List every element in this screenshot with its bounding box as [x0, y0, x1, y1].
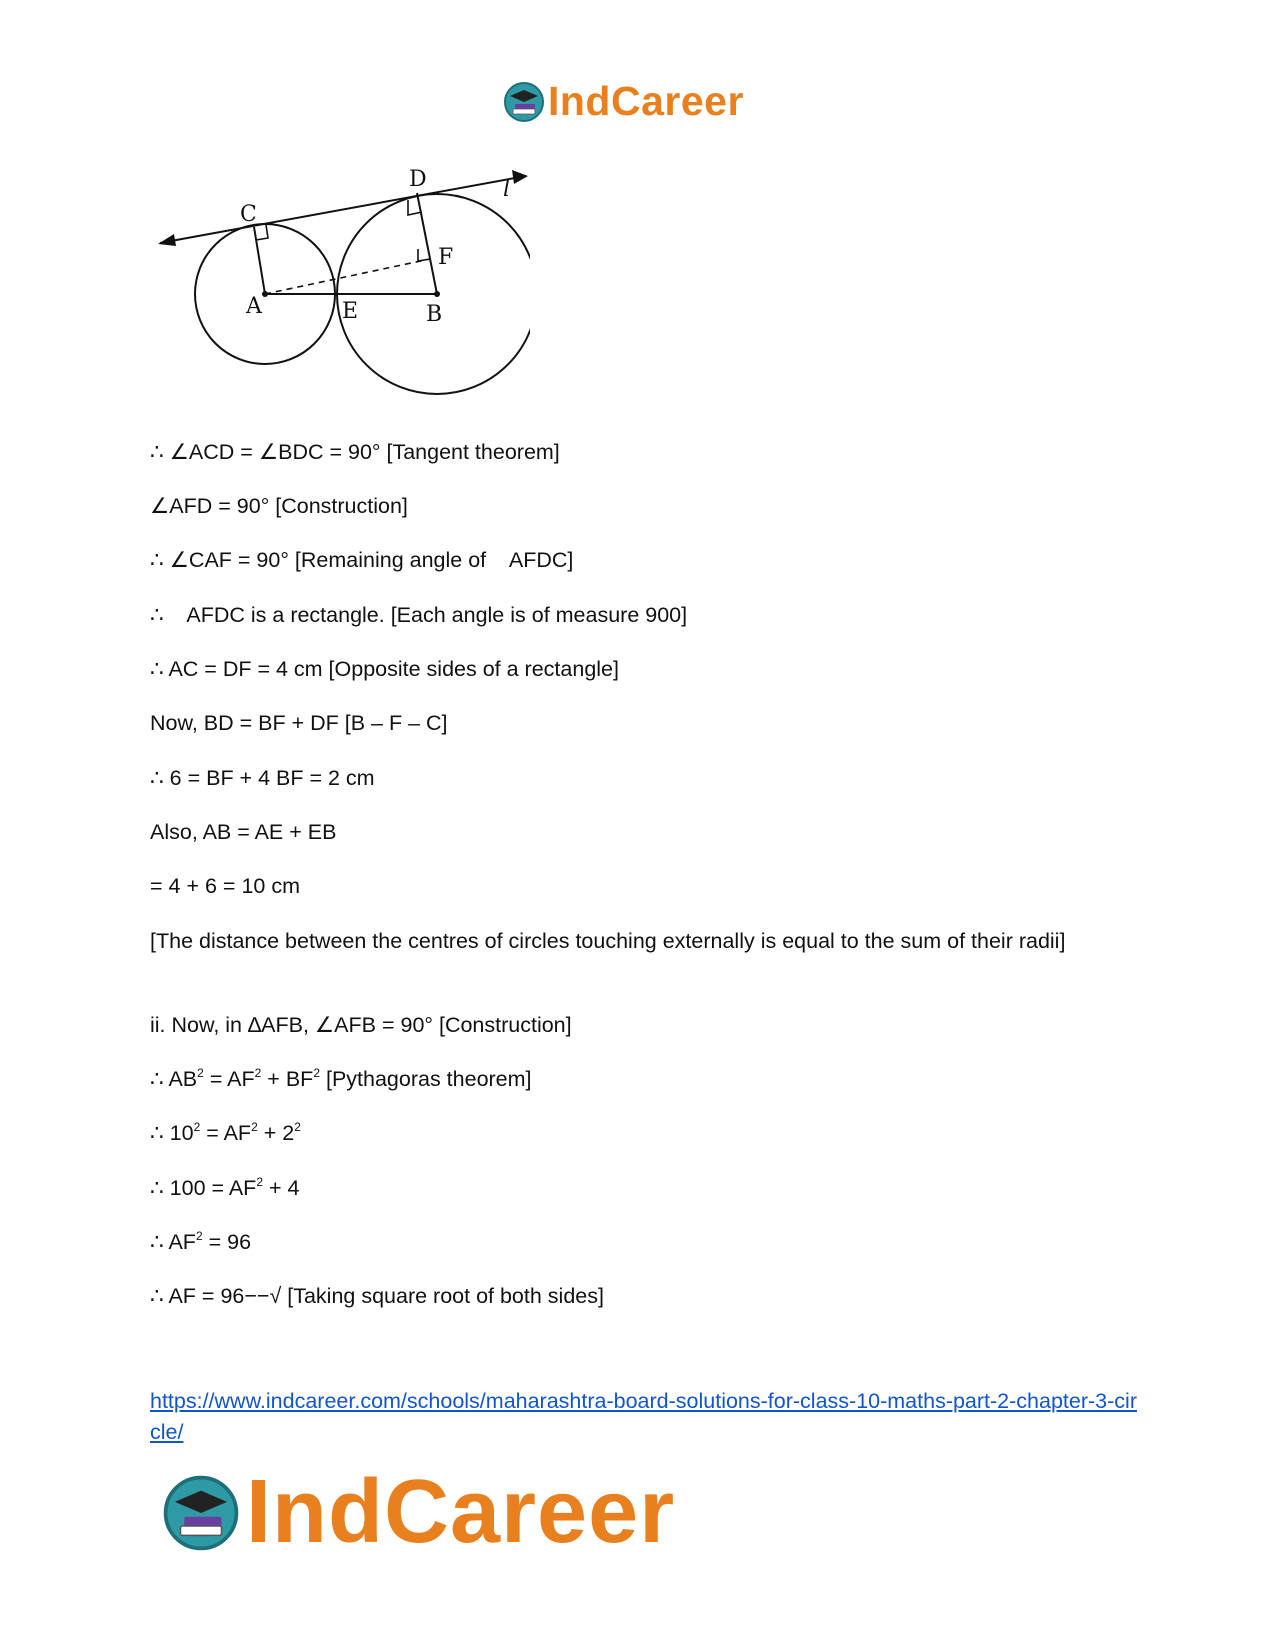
solution-line-8: Also, AB = AE + EB: [150, 820, 337, 844]
arrowhead-right: [512, 170, 528, 184]
solution-line-11: ii. Now, in ∆AFB, ∠AFB = 90° [Construction]: [150, 1013, 572, 1037]
source-url-link[interactable]: https://www.indcareer.com/schools/maharashtra-board-solutions-for-class-10-maths-part-2-chapter-3-circle/: [150, 1389, 1137, 1444]
solution-line-5: ∴ AC = DF = 4 cm [Opposite sides of a rectangle]: [150, 657, 619, 681]
dashed-af: [265, 259, 430, 294]
label-d: D: [409, 167, 427, 192]
solution-line-1: ∴ ∠ACD = ∠BDC = 90° [Tangent theorem]: [150, 440, 560, 464]
solution-line-9: = 4 + 6 = 10 cm: [150, 874, 300, 898]
footer-logo[interactable]: [160, 1461, 675, 1564]
geometry-lines: [160, 176, 530, 394]
tangent-circles-diagram: [150, 160, 530, 400]
header-logo[interactable]: [502, 78, 744, 125]
label-a: A: [246, 294, 262, 319]
radius-bd: [417, 193, 437, 294]
solution-line-10: [The distance between the centres of circles touching externally is equal to the sum of their radii]: [150, 929, 1066, 953]
solution-line-12: ∴ $AB^2 = AF^2 + BF^2$ [Pythagoras theorem]: [150, 1066, 532, 1091]
tangent-line-l: [160, 176, 526, 243]
label-c: C: [240, 202, 257, 227]
label-b: B: [426, 302, 443, 327]
arrowhead-left: [158, 234, 176, 246]
right-angle-c: [256, 225, 268, 240]
solution-line-14: ∴ $100 = AF^2 + 4$: [150, 1175, 300, 1200]
solution-line-15: ∴ $AF^2 = 96$: [150, 1229, 252, 1254]
solution-line-6: Now, BD = BF + DF [B – F – C]: [150, 711, 448, 735]
label-e: E: [342, 299, 359, 324]
solution-line-13: ∴ $10^2 = AF^2 + 2^2$: [150, 1120, 301, 1145]
radius-ac: [254, 227, 265, 294]
label-l: l: [503, 177, 511, 202]
point-b: [434, 291, 440, 297]
solution-line-3: ∴ ∠CAF = 90° [Remaining angle of AFDC]: [150, 548, 574, 572]
solution-line-2: ∠AFD = 90° [Construction]: [150, 494, 408, 518]
label-f: F: [438, 245, 454, 270]
graduation-cap-globe-icon: [160, 1472, 242, 1554]
logo-wordmark: IndCareer: [246, 1462, 676, 1562]
graduation-cap-globe-icon: [502, 80, 546, 124]
point-a: [262, 291, 268, 297]
solution-line-4: ∴ AFDC is a rectangle. [Each angle is of measure 900]: [150, 603, 688, 627]
solution-line-16: ∴ AF = 96−−√ [Taking square root of both sides]: [150, 1284, 604, 1308]
logo-wordmark: IndCareer: [548, 78, 744, 124]
solution-line-7: ∴ 6 = BF + 4 BF = 2 cm: [150, 766, 375, 790]
